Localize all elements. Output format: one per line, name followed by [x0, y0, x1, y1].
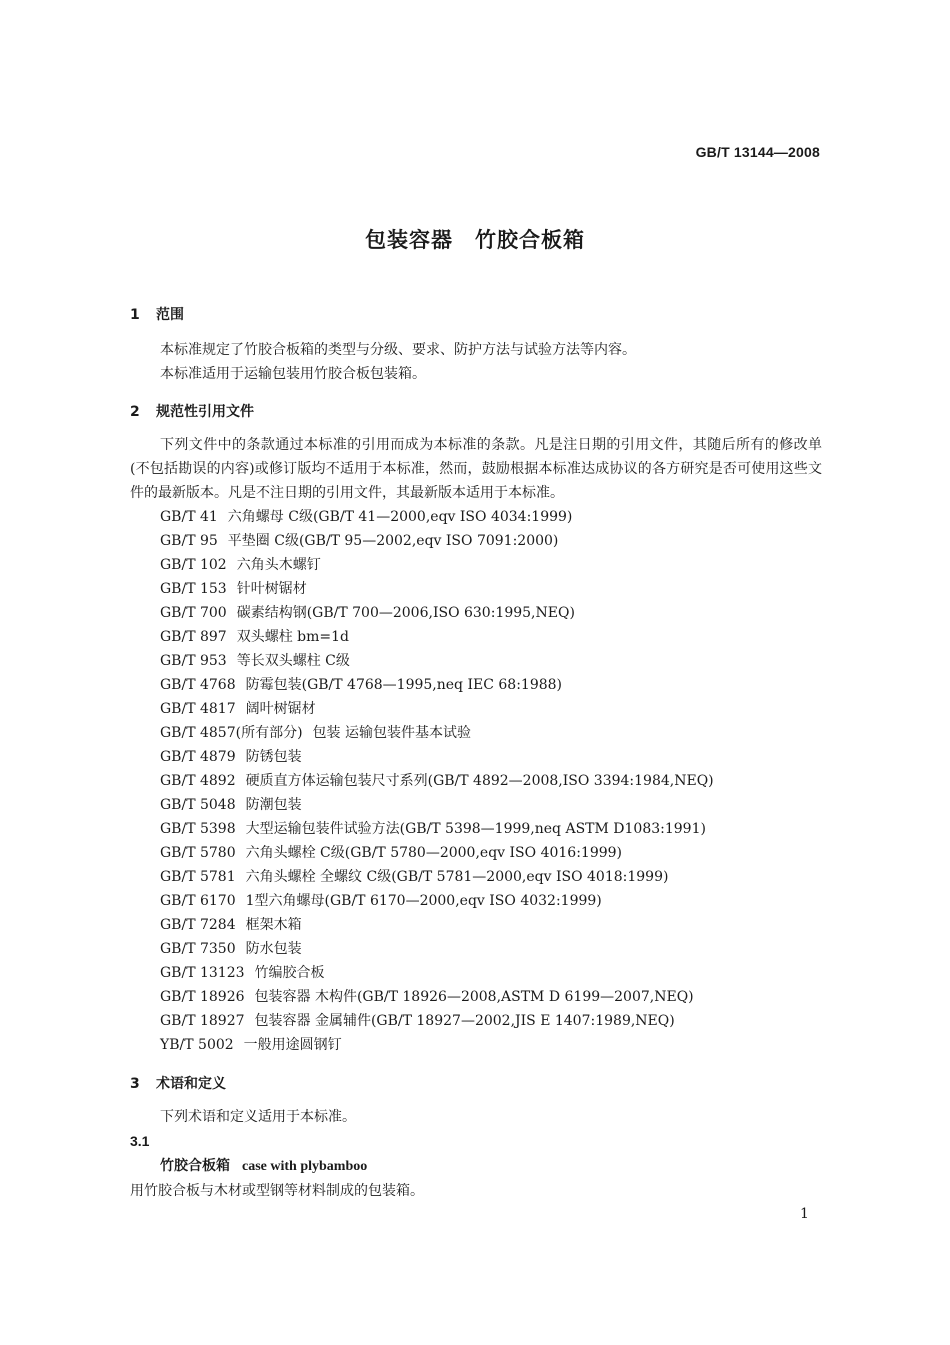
reference-title: 阔叶树锯材 [245, 701, 316, 717]
reference-title: 大型运输包装件试验方法(GB/T 5398—1999,neq ASTM D1083:1991) [245, 821, 706, 837]
reference-title: 针叶树锯材 [236, 581, 307, 597]
reference-item [160, 865, 714, 889]
term-entry [160, 1155, 367, 1175]
reference-title: 平垫圈 C级(GB/T 95—2002,eqv ISO 7091:2000) [227, 533, 559, 549]
reference-title: 六角头螺栓 全螺纹 C级(GB/T 5781—2000,eqv ISO 4018:1999) [245, 869, 669, 885]
reference-item [160, 937, 714, 961]
reference-title: 包装 运输包装件基本试验 [312, 725, 471, 741]
reference-title: 包装容器 木构件(GB/T 18926—2008,ASTM D 6199—2007,NEQ) [254, 989, 694, 1005]
reference-item [160, 601, 714, 625]
reference-title: 等长双头螺柱 C级 [236, 653, 350, 669]
reference-code: GB/T 953 [160, 653, 227, 669]
reference-code: GB/T 7284 [160, 917, 236, 933]
clause-number: 3.1 [130, 1133, 150, 1149]
reference-code: GB/T 6170 [160, 893, 236, 909]
reference-code: GB/T 700 [160, 605, 227, 621]
reference-title: 一般用途圆钢钉 [243, 1037, 342, 1053]
reference-code: GB/T 4857(所有部分) [160, 725, 303, 741]
section-number: 3 [130, 1076, 140, 1092]
reference-title: 硬质直方体运输包装尺寸系列(GB/T 4892—2008,ISO 3394:1984,NEQ) [245, 773, 714, 789]
section-1-heading [130, 304, 184, 324]
reference-code: GB/T 4817 [160, 701, 236, 717]
reference-item [160, 889, 714, 913]
reference-item [160, 649, 714, 673]
term-english: case with plybamboo [242, 1159, 368, 1174]
title-part-1: 包装容器 [365, 228, 453, 252]
reference-title: 1型六角螺母(GB/T 6170—2000,eqv ISO 4032:1999) [245, 893, 602, 909]
reference-item [160, 625, 714, 649]
reference-title: 六角螺母 C级(GB/T 41—2000,eqv ISO 4034:1999) [227, 509, 573, 525]
document-title [0, 224, 950, 254]
reference-title: 防水包装 [245, 941, 302, 957]
reference-title: 双头螺柱 bm=1d [236, 629, 349, 645]
reference-item [160, 553, 714, 577]
section-2-intro: 下列文件中的条款通过本标准的引用而成为本标准的条款。凡是注日期的引用文件，其随后所有的修改单(不包括勘误的内容)或修订版均不适用于本标准，然而，鼓励根据本标准达成协议的各方研究是否可使用这些文件的最新版本。凡是不注日期的引用文件，其最新版本适用于本标准。 [130, 437, 822, 501]
reference-title: 碳素结构钢(GB/T 700—2006,ISO 630:1995,NEQ) [236, 605, 575, 621]
reference-item [160, 793, 714, 817]
reference-code: GB/T 4879 [160, 749, 236, 765]
reference-item [160, 817, 714, 841]
section-title: 规范性引用文件 [156, 404, 254, 420]
reference-code: GB/T 18927 [160, 1013, 245, 1029]
reference-title: 防霉包装(GB/T 4768—1995,neq IEC 68:1988) [245, 677, 563, 693]
reference-code: GB/T 5398 [160, 821, 236, 837]
section-title: 范围 [156, 307, 184, 323]
reference-item [160, 985, 714, 1009]
reference-title: 六角头木螺钉 [236, 557, 321, 573]
reference-code: GB/T 5048 [160, 797, 236, 813]
reference-item [160, 697, 714, 721]
reference-list [160, 505, 714, 1057]
reference-code: YB/T 5002 [160, 1037, 234, 1053]
reference-item [160, 1033, 714, 1057]
reference-item [160, 1009, 714, 1033]
reference-item [160, 529, 714, 553]
reference-item [160, 505, 714, 529]
reference-code: GB/T 13123 [160, 965, 245, 981]
reference-item [160, 745, 714, 769]
section-2-heading [130, 401, 254, 421]
reference-item [160, 721, 714, 745]
section-number: 1 [130, 307, 140, 323]
reference-title: 六角头螺栓 C级(GB/T 5780—2000,eqv ISO 4016:1999) [245, 845, 623, 861]
standard-code: GB/T 13144—2008 [695, 144, 820, 160]
title-part-2: 竹胶合板箱 [475, 228, 585, 252]
reference-code: GB/T 102 [160, 557, 227, 573]
reference-code: GB/T 18926 [160, 989, 245, 1005]
reference-title: 防潮包装 [245, 797, 302, 813]
term-chinese: 竹胶合板箱 [160, 1158, 230, 1174]
reference-title: 防锈包装 [245, 749, 302, 765]
reference-item [160, 841, 714, 865]
reference-code: GB/T 4892 [160, 773, 236, 789]
reference-code: GB/T 153 [160, 581, 227, 597]
section-number: 2 [130, 404, 140, 420]
section-1-paragraph: 本标准适用于运输包装用竹胶合板包装箱。 [160, 366, 426, 382]
page-number: 1 [800, 1206, 809, 1222]
reference-item [160, 673, 714, 697]
reference-code: GB/T 95 [160, 533, 218, 549]
section-3-heading [130, 1073, 226, 1093]
reference-title: 框架木箱 [245, 917, 302, 933]
reference-item [160, 577, 714, 601]
reference-code: GB/T 41 [160, 509, 218, 525]
reference-item [160, 961, 714, 985]
term-definition: 用竹胶合板与木材或型钢等材料制成的包装箱。 [130, 1183, 424, 1199]
reference-item [160, 913, 714, 937]
reference-code: GB/T 5780 [160, 845, 236, 861]
reference-code: GB/T 897 [160, 629, 227, 645]
section-3-intro: 下列术语和定义适用于本标准。 [160, 1109, 356, 1125]
reference-code: GB/T 7350 [160, 941, 236, 957]
section-1-paragraph: 本标准规定了竹胶合板箱的类型与分级、要求、防护方法与试验方法等内容。 [160, 342, 636, 358]
section-title: 术语和定义 [156, 1076, 226, 1092]
reference-code: GB/T 5781 [160, 869, 236, 885]
reference-code: GB/T 4768 [160, 677, 236, 693]
reference-item [160, 769, 714, 793]
reference-title: 竹编胶合板 [254, 965, 325, 981]
reference-title: 包装容器 金属辅件(GB/T 18927—2002,JIS E 1407:1989,NEQ) [254, 1013, 675, 1029]
